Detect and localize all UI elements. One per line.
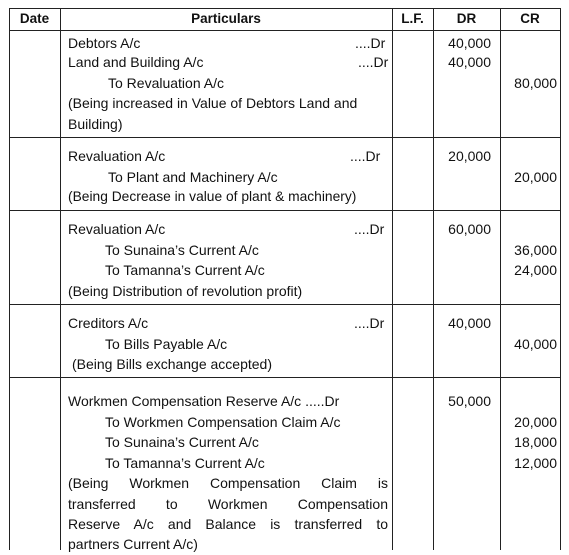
header-divider [9,30,560,31]
credit-account: To Tamanna’s Current A/c [105,262,265,278]
credit-amount: 18,000 [514,434,557,450]
credit-amount: 80,000 [514,75,557,91]
debit-amount: 20,000 [448,148,491,164]
debit-account: Land and Building A/c [68,54,204,70]
header-cr: CR [520,11,540,26]
debit-amount: 50,000 [448,393,491,409]
credit-account: To Plant and Machinery A/c [108,169,278,185]
credit-amount: 20,000 [514,414,557,430]
credit-amount: 36,000 [514,242,557,258]
debit-amount: 40,000 [448,315,491,331]
column-divider-lf [433,8,434,550]
debit-amount: 60,000 [448,221,491,237]
header-date: Date [19,11,50,26]
narration: (Being Workmen Compensation Claim is [68,475,388,491]
debit-amount: 40,000 [448,35,491,51]
row-divider [9,210,560,211]
table-border-right [560,8,561,550]
credit-amount: 24,000 [514,262,557,278]
dr-marker: ....Dr [350,148,381,164]
debit-account: Debtors A/c [68,35,141,51]
column-divider-particulars [392,8,393,550]
debit-account: Revaluation A/c [68,148,166,164]
credit-account: To Sunaina’s Current A/c [105,434,259,450]
narration: Reserve A/c and Balance is transferred to [68,516,388,532]
narration: Building) [68,116,123,132]
narration: (Being increased in Value of Debtors Land and [68,95,358,111]
debit-amount: 40,000 [448,54,491,70]
credit-amount: 12,000 [514,455,557,471]
narration: transferred to Workmen Compensation [68,496,388,512]
credit-account: To Revaluation A/c [108,75,224,91]
credit-account: To Sunaina’s Current A/c [105,242,259,258]
credit-amount: 20,000 [514,169,557,185]
dr-marker: ....Dr [354,221,385,237]
credit-account: To Bills Payable A/c [105,336,228,352]
table-border-left [9,8,10,550]
row-divider [9,377,560,378]
credit-account: To Workmen Compensation Claim A/c [105,414,341,430]
credit-account: To Tamanna’s Current A/c [105,455,265,471]
dr-marker: ....Dr [355,35,386,51]
row-divider [9,304,560,305]
header-particulars: Particulars [191,11,261,26]
dr-marker: ....Dr [358,54,389,70]
credit-amount: 40,000 [514,336,557,352]
narration: (Being Decrease in value of plant & machinery) [68,189,357,204]
row-divider [9,137,560,138]
dr-marker: ....Dr [354,315,385,331]
debit-account: Revaluation A/c [68,221,166,237]
narration: (Being Distribution of revolution profit) [68,283,303,299]
narration: partners Current A/c) [68,536,198,552]
debit-account: Workmen Compensation Reserve A/c .....Dr [68,393,340,409]
narration: (Being Bills exchange accepted) [72,356,273,372]
header-dr: DR [456,11,477,26]
column-divider-date [60,8,61,550]
debit-account: Creditors A/c [68,315,149,331]
header-lf: L.F. [401,11,424,26]
